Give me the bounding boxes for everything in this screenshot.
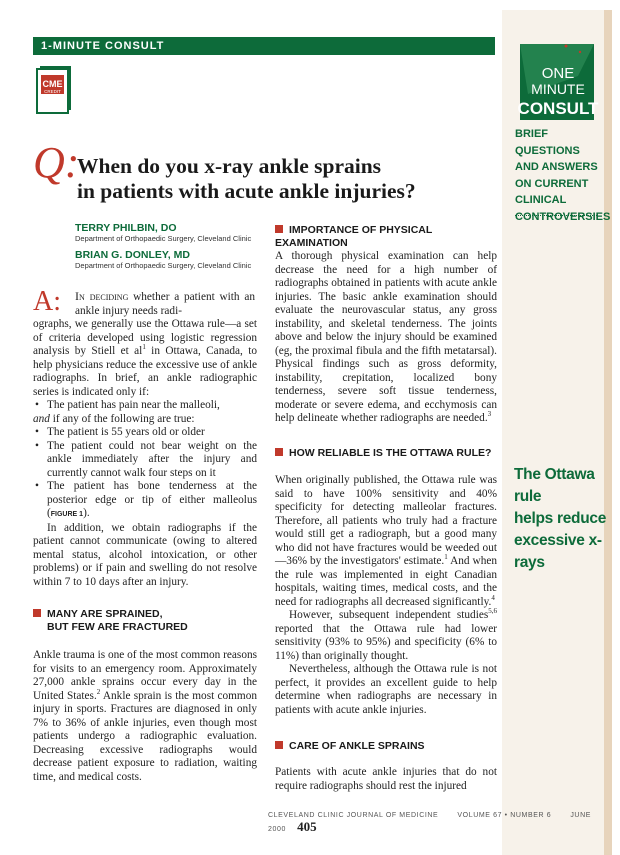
page-footer <box>268 812 598 835</box>
tagline-line: AND ANSWERS <box>515 161 598 174</box>
paragraph: A thorough physical examination can help decrease the need for a high number of radiographs obtained in patients with acute ankle injuries. The basic ankle examination should evaluate the neurovascular status, any gross instability, and skeletal tenderness. The joints above and below the injury should be examined (eg, the proximal fibula and the fifth metatarsal). Physical findings such as gross deformity, instability, crepitation, localized bony tenderness, severe soft tissue tenderness, moderate or severe edema, and ecchymosis can help delineate whether radiographs are needed.$^3$ <box>275 250 497 424</box>
paragraph: Ankle trauma is one of the most common reasons for visits to an emergency room. Approximately 27,000 ankle sprains occur every day in the United States.$^2$ Ankle sprain is the most common injury in sports. Fractures are diagnosed in only 7% to 36% of ankle injuries, even though most patients undergo a radiographic evaluation. Decreasing excessive radiographs would decrease patient exposure to radiation, waiting time, and medical costs. <box>33 649 258 783</box>
pull-quote <box>514 464 609 574</box>
cme-badge-icon <box>35 66 73 114</box>
cme-credit-badge <box>35 66 73 114</box>
column-right-reliable <box>275 474 497 717</box>
logo-line-consult: CONSULT <box>517 99 599 118</box>
paragraph: When originally published, the Ottawa rule was said to have 100% sensitivity and 40% specificity for detecting malleolar fractures. Therefore, all patients who truly had a fracture would still get a radiograph, but a good many who did not have fractures would be weeded out—36% by the investigators' estimate.$^1$ And when the rule was implemented in eight Canadian hospitals, waiting times, medical costs, and the need for radiographs all decreased significantly.$^4$ <box>275 474 498 608</box>
paragraph: Nevertheless, although the Ottawa rule is not perfect, it provides an excellent guide to help determine when radiographs are necessary in patients with acute ankle injuries. <box>275 663 497 716</box>
pullquote-line: The Ottawa rule <box>514 466 595 505</box>
logo-line-one: ONE <box>541 65 575 82</box>
list-item: • The patient has bone tenderness at the posterior edge or tip of either malleolus (FIGURE 1). <box>33 480 257 522</box>
author-affiliation: Department of Orthopaedic Surgery, Cleveland Clinic <box>75 261 252 270</box>
figure-reference: FIGURE 1 <box>50 511 84 518</box>
section-heading-care: CARE OF ANKLE SPRAINS <box>275 740 500 753</box>
author-block <box>75 222 265 270</box>
list-item: • The patient is 55 years old or older <box>33 426 257 440</box>
tagline-line: BRIEF QUESTIONS <box>515 128 580 157</box>
author-affiliation: Department of Orthopaedic Surgery, Cleveland Clinic <box>75 234 252 243</box>
pullquote-line: helps reduce <box>514 510 607 527</box>
answer-lead-caps: In deciding <box>75 289 129 303</box>
cme-badge-label: CME <box>42 79 63 89</box>
answer-lead-text: whether a patient with an ankle injury needs radi- <box>75 291 255 317</box>
logo-line-minute: MINUTE <box>531 81 585 97</box>
sidebar-tagline <box>515 126 610 226</box>
paragraph: In addition, we obtain radiographs if the patient cannot communicate (owing to altered mental status, alcohol intoxication, or other problems) or if pain and swelling do not resolve within 7 to 10 days after an injury. <box>33 521 257 588</box>
heading-bullet <box>275 225 283 233</box>
footer-volume: VOLUME 67 • NUMBER 6 <box>457 812 552 819</box>
section-heading-reliable: HOW RELIABLE IS THE OTTAWA RULE? <box>275 447 500 460</box>
question-letter: Q: <box>33 138 80 187</box>
footer-journal: CLEVELAND CLINIC JOURNAL OF MEDICINE <box>268 812 439 819</box>
tagline-line: CONTROVERSIES <box>515 210 611 223</box>
paragraph: However, subsequent independent studies$^{5,6}$ reported that the Ottawa rule had lower sensitivity (93% to 95%) and specificity (6% to 11%) than originally thought. <box>275 607 497 662</box>
answer-lead <box>75 290 255 318</box>
column-left <box>33 318 257 589</box>
pullquote-line: excessive x-rays <box>514 532 602 571</box>
tagline-divider <box>515 215 597 216</box>
tagline-line: CLINICAL <box>515 194 567 207</box>
list-item: • The patient could not bear weight on the ankle immediately after the injury and currently cannot walk four steps on it <box>33 440 257 481</box>
title-line: in patients with acute ankle injuries? <box>77 179 416 203</box>
tagline-line: ON CURRENT <box>515 177 589 190</box>
author-name: TERRY PHILBIN, DO <box>75 222 177 234</box>
heading-bullet <box>275 741 283 749</box>
one-minute-consult-logo <box>508 36 600 124</box>
section-label-bar <box>33 37 495 55</box>
list-item: • The patient has pain near the malleoli, <box>33 399 257 413</box>
column-right-exam <box>275 250 497 426</box>
column-left-lower <box>33 649 257 784</box>
author-name: BRIAN G. DONLEY, MD <box>75 249 190 261</box>
title-line: When do you x-ray ankle sprains <box>77 154 382 178</box>
section-heading-exam: IMPORTANCE OF PHYSICAL EXAMINATION <box>275 224 433 249</box>
heading-bullet <box>33 609 41 617</box>
heading-bullet <box>275 448 283 456</box>
column-right-care <box>275 766 497 793</box>
list-item-continuation: and if any of the following are true: <box>33 412 195 425</box>
page-number: 405 <box>297 819 317 834</box>
section-label: 1-MINUTE CONSULT <box>41 40 165 52</box>
answer-letter: A: <box>33 286 61 317</box>
footer-date: JUNE 2000 <box>268 812 591 833</box>
paragraph: Patients with acute ankle injuries that do not require radiographs should rest the injured <box>275 766 497 792</box>
paragraph: ographs, we generally use the Ottawa rule—a set of criteria developed using logistic regression analysis by Stiell et $al^1$ in Ottawa, Canada, to help physicians reduce the excessive use of ankle radiographs. In brief, an ankle radiographic series is indicated only if: <box>33 318 257 398</box>
cme-badge-sublabel: CREDIT <box>44 89 61 94</box>
article-title <box>77 154 477 204</box>
section-heading-sprained: MANY ARE SPRAINED, BUT FEW ARE FRACTURED <box>33 608 257 634</box>
